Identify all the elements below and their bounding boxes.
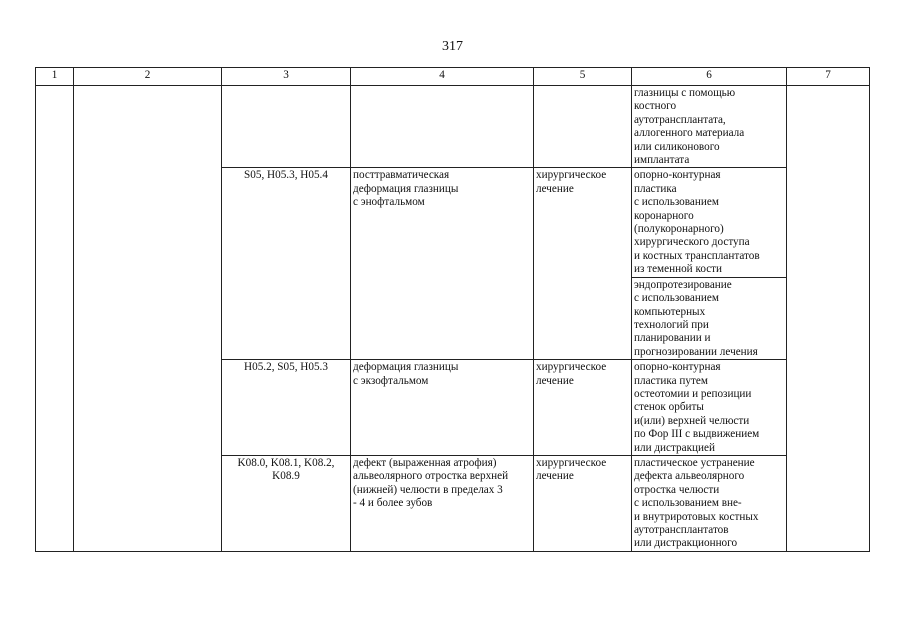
- method-cell: эндопротезирование с использованием компьютерных технологий при планировании и прогнозировании лечения: [632, 277, 787, 359]
- document-table: [35, 67, 870, 552]
- codes-cell: S05, H05.3, H05.4: [222, 168, 351, 360]
- column-header-1: 1: [36, 68, 74, 86]
- column-header-3: 3: [222, 68, 351, 86]
- method-cell: глазницы с помощью костного аутотрансплантата, аллогенного материала или силиконового имплантата: [632, 86, 787, 168]
- column-header-7: 7: [787, 68, 870, 86]
- column-header-2: 2: [74, 68, 222, 86]
- codes-cell: K08.0, K08.1, K08.2, K08.9: [222, 455, 351, 551]
- treatment-type-cell: хирургическое лечение: [534, 168, 632, 360]
- column-1-cell: [36, 86, 74, 552]
- column-header-5: 5: [534, 68, 632, 86]
- treatment-type-cell: [534, 86, 632, 168]
- treatment-type-cell: хирургическое лечение: [534, 455, 632, 551]
- column-header-4: 4: [351, 68, 534, 86]
- table-row: [36, 86, 870, 168]
- method-cell: пластическое устранение дефекта альвеолярного отростка челюсти с использованием вне- и внутриротовых костных аутотрансплантатов или дистракционного: [632, 455, 787, 551]
- page-number: 317: [442, 39, 463, 54]
- condition-cell: [351, 86, 534, 168]
- codes-cell: H05.2, S05, H05.3: [222, 360, 351, 456]
- condition-cell: деформация глазницы с экзофтальмом: [351, 360, 534, 456]
- column-7-cell: [787, 86, 870, 552]
- codes-cell: [222, 86, 351, 168]
- column-2-cell: [74, 86, 222, 552]
- condition-cell: посттравматическая деформация глазницы с энофтальмом: [351, 168, 534, 360]
- column-number-row: [36, 68, 870, 86]
- treatment-type-cell: хирургическое лечение: [534, 360, 632, 456]
- method-cell: опорно-контурная пластика путем остеотомии и репозиции стенок орбиты и(или) верхней челюсти по Фор III с выдвижением или дистракцией: [632, 360, 787, 456]
- column-header-6: 6: [632, 68, 787, 86]
- condition-cell: дефект (выраженная атрофия) альвеолярного отростка верхней (нижней) челюсти в пределах 3 - 4 и более зубов: [351, 455, 534, 551]
- method-cell: опорно-контурная пластика с использованием коронарного (полукоронарного) хирургического доступа и костных трансплантатов из теменной кости: [632, 168, 787, 277]
